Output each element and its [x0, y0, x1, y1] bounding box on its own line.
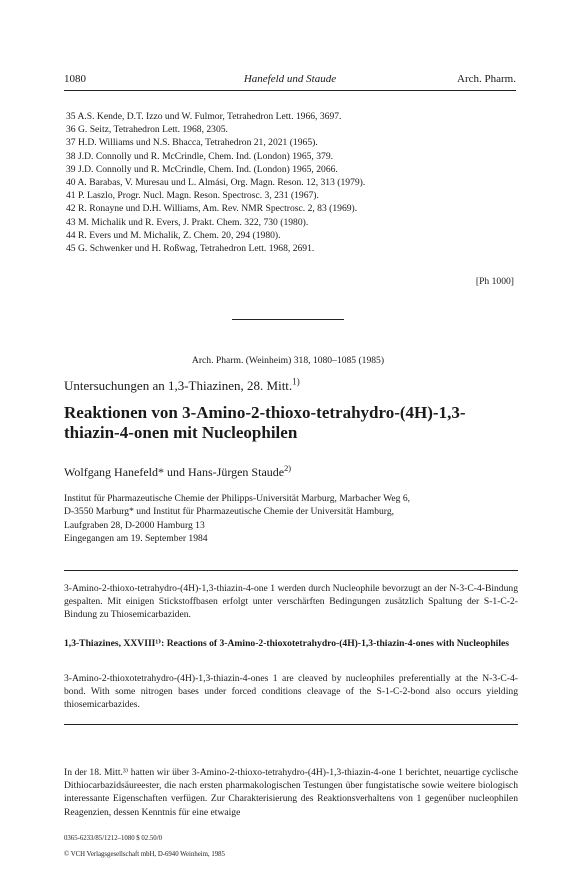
reference-item: 35 A.S. Kende, D.T. Izzo und W. Fulmor, Tetrahedron Lett. 1966, 3697.	[66, 111, 342, 122]
reference-item: 44 R. Evers und M. Michalik, Z. Chem. 20, 294 (1980).	[66, 229, 281, 241]
author-line: Wolfgang Hanefeld* und Hans-Jürgen Staude$^{2)}$	[64, 464, 292, 479]
abstract-english: 3-Amino-2-thioxotetrahydro-(4H)-1,3-thiazin-4-ones 1 are cleaved by nucleophiles preferentially at the N-3-C-4-bond. With some nitrogen bases under forced conditions cleavage of the S-1-C-2-bond also occurs yielding thiosemicarbazides.	[64, 673, 518, 711]
reference-item: 39 J.D. Connolly und R. McCrindle, Chem. Ind. (London) 1965, 2066.	[66, 163, 338, 175]
reference-item: 38 J.D. Connolly und R. McCrindle, Chem. Ind. (London) 1965, 379.	[66, 150, 334, 162]
english-title: 1,3-Thiazines, XXVIII¹⁾: Reactions of 3-Amino-2-thioxotetrahydro-(4H)-1,3-thiazin-4-ones with Nucleophiles	[64, 638, 509, 649]
reference-item: 41 P. Laszlo, Progr. Nucl. Magn. Reson. Spectrosc. 3, 231 (1967).	[66, 190, 319, 202]
affiliation-line: D-3550 Marburg* und Institut für Pharmazeutische Chemie der Universität Hamburg,	[64, 506, 395, 518]
affiliation-line: Laufgraben 28, D-2000 Hamburg 13	[64, 519, 205, 531]
reference-item: 45 G. Schwenker und H. Roßwag, Tetrahedron Lett. 1968, 2691.	[66, 243, 315, 255]
reference-item: 43 M. Michalik und R. Evers, J. Prakt. Chem. 322, 730 (1980).	[66, 216, 309, 228]
received-date: Eingegangen am 19. September 1984	[64, 533, 208, 545]
abstract-german: 3-Amino-2-thioxo-tetrahydro-(4H)-1,3-thiazin-4-one 1 werden durch Nucleophile bevorzugt an der N-3-C-4-Bindung gespalten. Mit einigen Stickstoffbasen erfolgt unter verschärften Bedingungen zusätzlich Spaltung der S-1-C-2-Bindung zu Thiosemicarbaziden.	[64, 583, 518, 621]
series-title: Untersuchungen an 1,3-Thiazinen, 28. Mitt.$^{1)}$	[64, 376, 300, 393]
journal-citation: Arch. Pharm. (Weinheim) 318, 1080–1085 (1985)	[191, 355, 385, 366]
footer-code: 0365-6233/85/1212–1080 $ 02.50/0	[64, 835, 162, 842]
header-rule	[64, 90, 516, 91]
reference-item: 36 G. Seitz, Tetrahedron Lett. 1968, 2305.	[66, 124, 228, 136]
article-title: Reaktionen von 3-Amino-2-thioxo-tetrahydro-(4H)-1,3-thiazin-4-onen mit Nucleophilen	[64, 403, 466, 442]
reference-item: 40 A. Barabas, V. Muresau und L. Almási, Org. Magn. Reson. 12, 313 (1979).	[66, 177, 366, 189]
footer-copyright: © VCH Verlagsgesellschaft mbH, D-6940 Weinheim, 1985	[64, 851, 225, 858]
running-header-journal: Arch. Pharm.	[457, 73, 516, 85]
series-footnote-mark: 1)	[292, 376, 300, 387]
abstract-bottom-rule	[64, 724, 518, 725]
reference-item: 37 H.D. Williams und N.S. Bhacca, Tetrahedron 21, 2021 (1965).	[66, 137, 318, 149]
running-header	[64, 73, 516, 87]
section-divider	[232, 319, 344, 320]
affiliation-line: Institut für Pharmazeutische Chemie der Philipps-Universität Marburg, Marbacher Weg 6,	[64, 493, 411, 504]
running-header-authors: Hanefeld und Staude	[243, 73, 337, 85]
manuscript-code: [Ph 1000]	[475, 276, 514, 287]
reference-list	[66, 110, 365, 255]
affiliation-block	[64, 492, 518, 546]
page-number: 1080	[64, 73, 86, 85]
body-text: In der 18. Mitt.³⁾ hatten wir über 3-Amino-2-thioxo-tetrahydro-(4H)-1,3-thiazin-4-one 1 berichtet, neuartige cyclische Dithiocarbazidsäureester, die nach ersten pharmakologischen Testungen über fungistatische sowie weitere biologisch interessante Eigenschaften verfügen. Zur Charakterisierung des Reaktionsverhaltens von 1 gegenüber nucleophilen Reagenzien, dessen Kenntnis für eine etwaige	[64, 767, 518, 818]
reference-item: 42 R. Ronayne und D.H. Williams, Am. Rev. NMR Spectrosc. 2, 83 (1969).	[66, 203, 358, 215]
abstract-top-rule	[64, 570, 518, 571]
author-footnote-mark: 2)	[284, 464, 292, 473]
